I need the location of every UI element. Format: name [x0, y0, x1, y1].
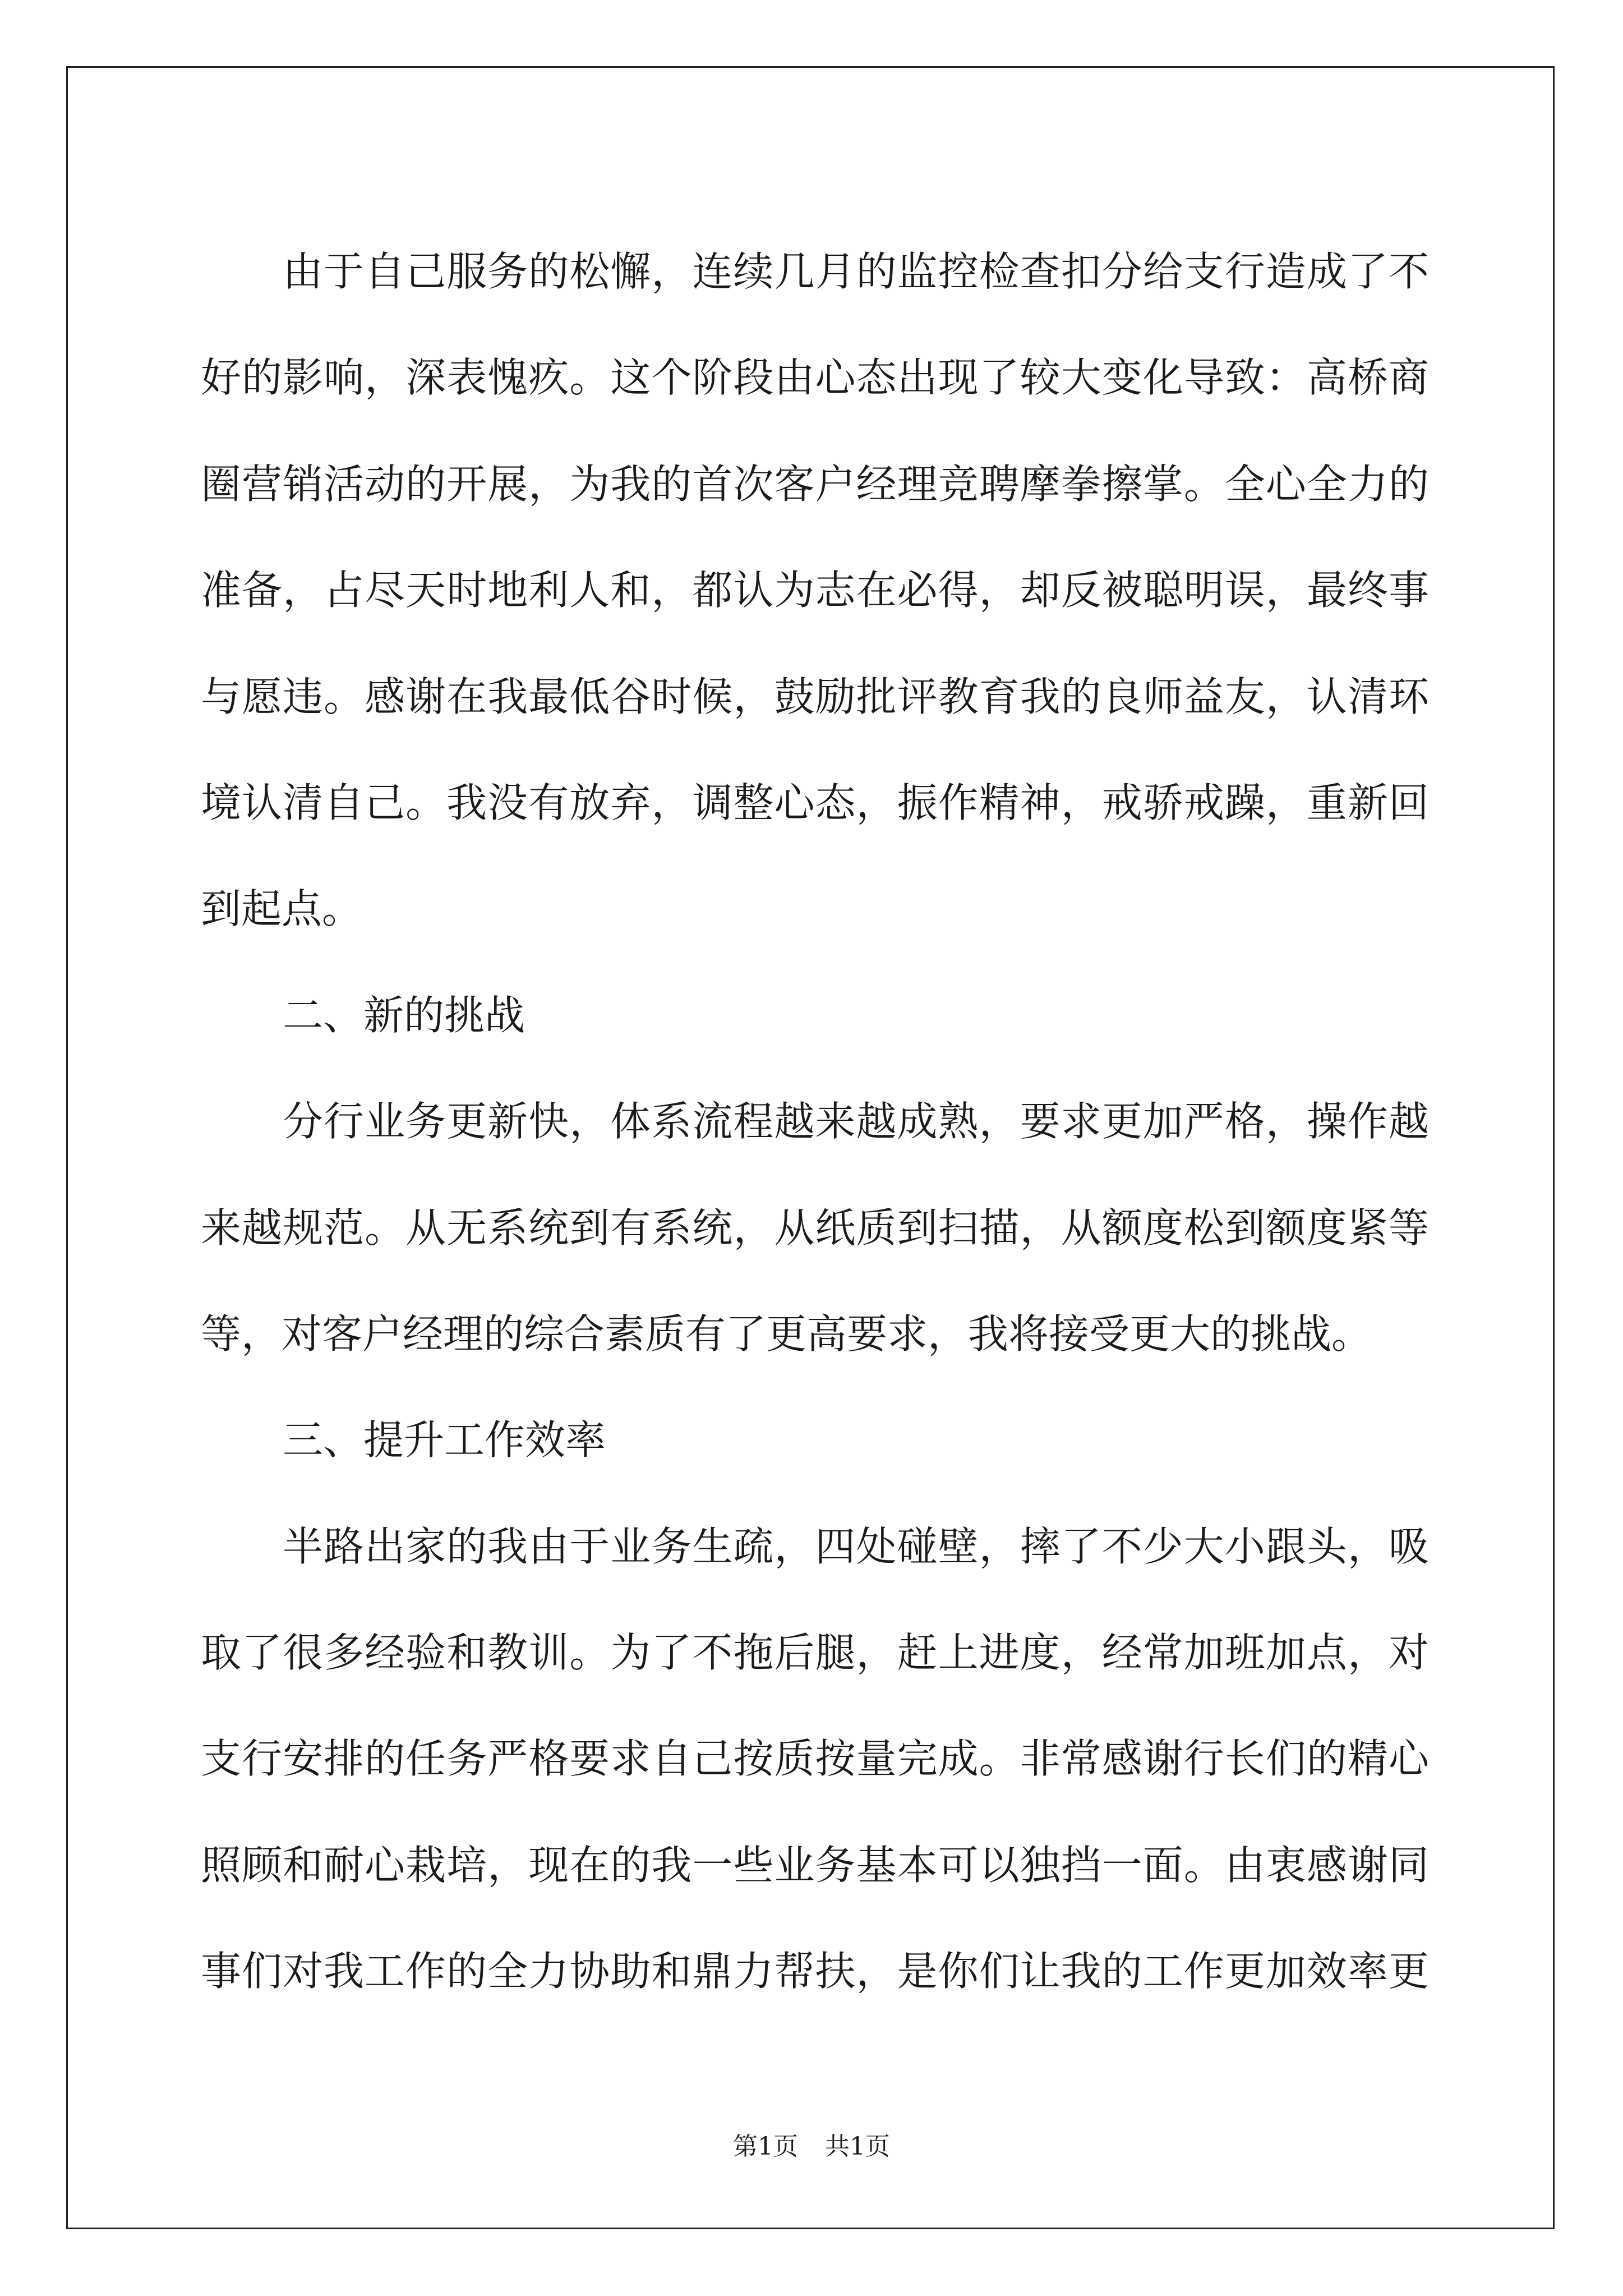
paragraph-1-line-5: 与愿违。感谢在我最低谷时候，鼓励批评教育我的良师益友，认清环: [201, 673, 1429, 720]
paragraph-2-line-3: 等，对客户经理的综合素质有了更高要求，我将接受更大的挑战。: [201, 1310, 1372, 1358]
paragraph-1-line-1: 由于自己服务的松懈，连续几月的监控检查扣分给支行造成了不: [283, 248, 1429, 295]
section-heading-improve-efficiency: 三、提升工作效率: [283, 1416, 606, 1464]
paragraph-1-line-3: 圈营销活动的开展，为我的首次客户经理竞聘摩拳擦掌。全心全力的: [201, 460, 1429, 508]
page-footer: [0, 2126, 1623, 2162]
paragraph-2-line-2: 来越规范。从无系统到有系统，从纸质到扫描，从额度松到额度紧等: [201, 1204, 1429, 1251]
total-pages: 共1页: [825, 2132, 890, 2161]
paragraph-1-line-6: 境认清自己。我没有放弃，调整心态，振作精神，戒骄戒躁，重新回: [201, 779, 1429, 826]
paragraph-3-line-3: 支行安排的任务严格要求自己按质按量完成。非常感谢行长们的精心: [201, 1735, 1429, 1783]
paragraph-1-line-7: 到起点。: [201, 885, 363, 933]
paragraph-1-line-4: 准备，占尽天时地利人和，都认为志在必得，却反被聪明误，最终事: [201, 567, 1429, 614]
paragraph-3-line-1: 半路出家的我由于业务生疏，四处碰壁，摔了不少大小跟头，吸: [283, 1522, 1429, 1570]
page-number: 第1页: [733, 2132, 798, 2161]
document-body: [201, 219, 1429, 2025]
section-heading-new-challenge: 二、新的挑战: [283, 991, 525, 1039]
paragraph-3-line-5: 事们对我工作的全力协助和鼎力帮扶，是你们让我的工作更加效率更: [201, 1948, 1429, 1995]
paragraph-1-line-2: 好的影响，深表愧疚。这个阶段由心态出现了较大变化导致：高桥商: [201, 354, 1429, 402]
paragraph-2-line-1: 分行业务更新快，体系流程越来越成熟，要求更加严格，操作越: [283, 1098, 1429, 1145]
paragraph-3-line-4: 照顾和耐心栽培，现在的我一些业务基本可以独挡一面。由衷感谢同: [201, 1841, 1429, 1889]
paragraph-3-line-2: 取了很多经验和教训。为了不拖后腿，赶上进度，经常加班加点，对: [201, 1629, 1429, 1677]
